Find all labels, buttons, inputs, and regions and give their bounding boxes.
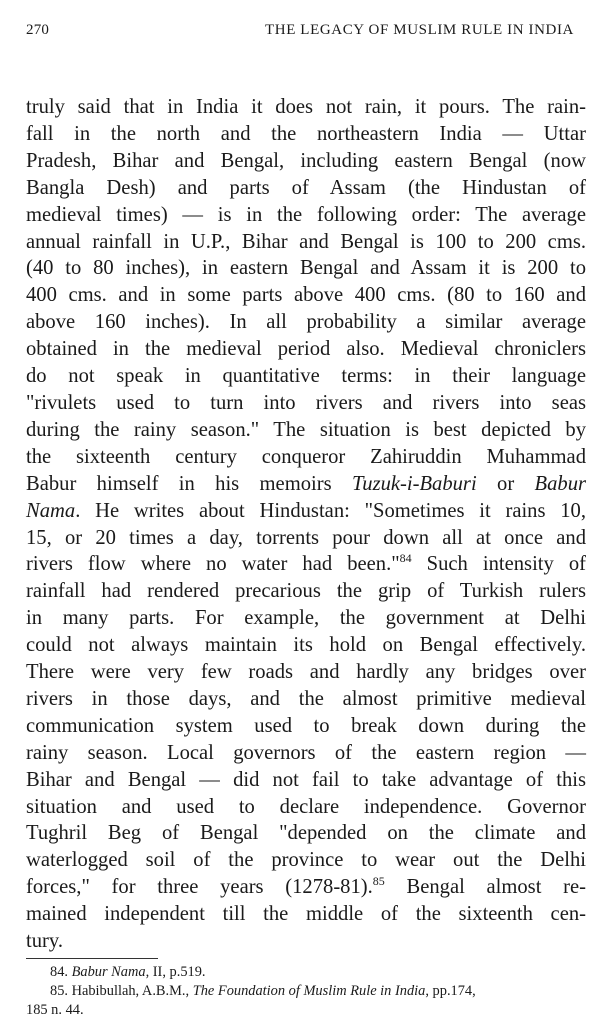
text-line: truly said that in India it does not rain, it pours. The rain- xyxy=(26,96,586,118)
text-line: annual rainfall in U.P., Bihar and Bengal is 100 to 200 cms. xyxy=(26,230,586,253)
text-line: mained independent till the middle of the sixteenth cen- xyxy=(26,903,586,926)
text-line: in many parts. For example, the government at Delhi xyxy=(26,607,586,630)
text-line: Bihar and Bengal — did not fail to take advantage of this xyxy=(26,768,586,791)
text-line: There were very few roads and hardly any bridges over xyxy=(26,661,586,684)
text-run: forces," for three years (1278-81). xyxy=(26,876,373,899)
footnote-number: 84. xyxy=(50,964,72,980)
book-title-italic: Babur xyxy=(534,472,587,495)
text-line: (40 to 80 inches), in eastern Bengal and Assam it is 200 to xyxy=(26,257,586,280)
text-line: 15, or 20 times a day, torrents pour down all at once and xyxy=(26,526,586,549)
text-run: Babur himself in his memoirs xyxy=(26,472,352,495)
footnote-text: , II, p.519. xyxy=(145,964,206,980)
text-line: tury. xyxy=(26,930,63,953)
text-line: medieval times) — is in the following order: The average xyxy=(26,203,586,226)
footnote-text: , pp.174, xyxy=(425,983,476,999)
text-run: rivers flow where no water had been." xyxy=(26,553,400,576)
text-run: . He writes about Hindustan: "Sometimes it rains 10, xyxy=(75,499,586,522)
text-line: Bangla Desh) and parts of Assam (the Hindustan of xyxy=(26,176,586,199)
text-line xyxy=(26,498,586,525)
text-line: rainfall had rendered precarious the grip of Turkish rulers xyxy=(26,580,586,603)
footnote-title: The Foundation of Muslim Rule in India xyxy=(192,983,426,999)
body-paragraph xyxy=(26,94,586,955)
text-line: the sixteenth century conqueror Zahiruddin Muhammad xyxy=(26,445,586,468)
text-line: rivers in those days, and the almost primitive medieval xyxy=(26,687,586,710)
footnotes xyxy=(26,963,586,1020)
text-line: communication system used to break down during the xyxy=(26,714,586,737)
footnote-title: Babur Nama xyxy=(71,964,146,980)
page-number: 270 xyxy=(26,22,50,38)
text-run: or xyxy=(476,472,535,495)
footnote-divider xyxy=(26,958,158,959)
book-title-italic: Nama xyxy=(26,499,76,522)
book-title-italic: Tuzuk-i-Baburi xyxy=(351,472,477,495)
text-line: Tughril Beg of Bengal "depended on the climate and xyxy=(26,822,586,845)
text-line: situation and used to declare independence. Governor xyxy=(26,795,586,818)
text-line: rainy season. Local governors of the eastern region — xyxy=(26,741,586,764)
text-line: above 160 inches). In all probability a similar average xyxy=(26,311,586,334)
footnote-reference[interactable]: 84 xyxy=(399,551,412,566)
text-line: 400 cms. and in some parts above 400 cms. (80 to 160 and xyxy=(26,284,586,307)
running-title: THE LEGACY OF MUSLIM RULE IN INDIA xyxy=(265,22,574,38)
text-line: waterlogged soil of the province to wear out the Delhi xyxy=(26,849,586,872)
footnote-number: 85. Habibullah, A.B.M., xyxy=(50,983,193,999)
text-line: obtained in the medieval period also. Medieval chroniclers xyxy=(26,338,586,361)
text-run: Such intensity of xyxy=(411,553,586,576)
text-line xyxy=(26,551,586,578)
footnote-85-continuation: 185 n. 44. xyxy=(26,1002,84,1018)
text-line: fall in the north and the northeastern India — Uttar xyxy=(26,122,586,145)
running-head xyxy=(26,22,574,46)
text-line xyxy=(26,471,586,498)
text-line: during the rainy season." The situation is best depicted by xyxy=(26,418,586,441)
text-line xyxy=(26,874,586,901)
text-line: Pradesh, Bihar and Bengal, including eastern Bengal (now xyxy=(26,149,586,172)
footnote-85 xyxy=(26,982,586,1001)
text-line: could not always maintain its hold on Bengal effectively. xyxy=(26,634,586,657)
footnote-reference[interactable]: 85 xyxy=(372,874,385,889)
text-line: do not speak in quantitative terms: in their language xyxy=(26,365,586,388)
footnote-84 xyxy=(26,963,586,982)
text-line: "rivulets used to turn into rivers and rivers into seas xyxy=(26,391,586,414)
text-run: Bengal almost re- xyxy=(384,876,586,899)
